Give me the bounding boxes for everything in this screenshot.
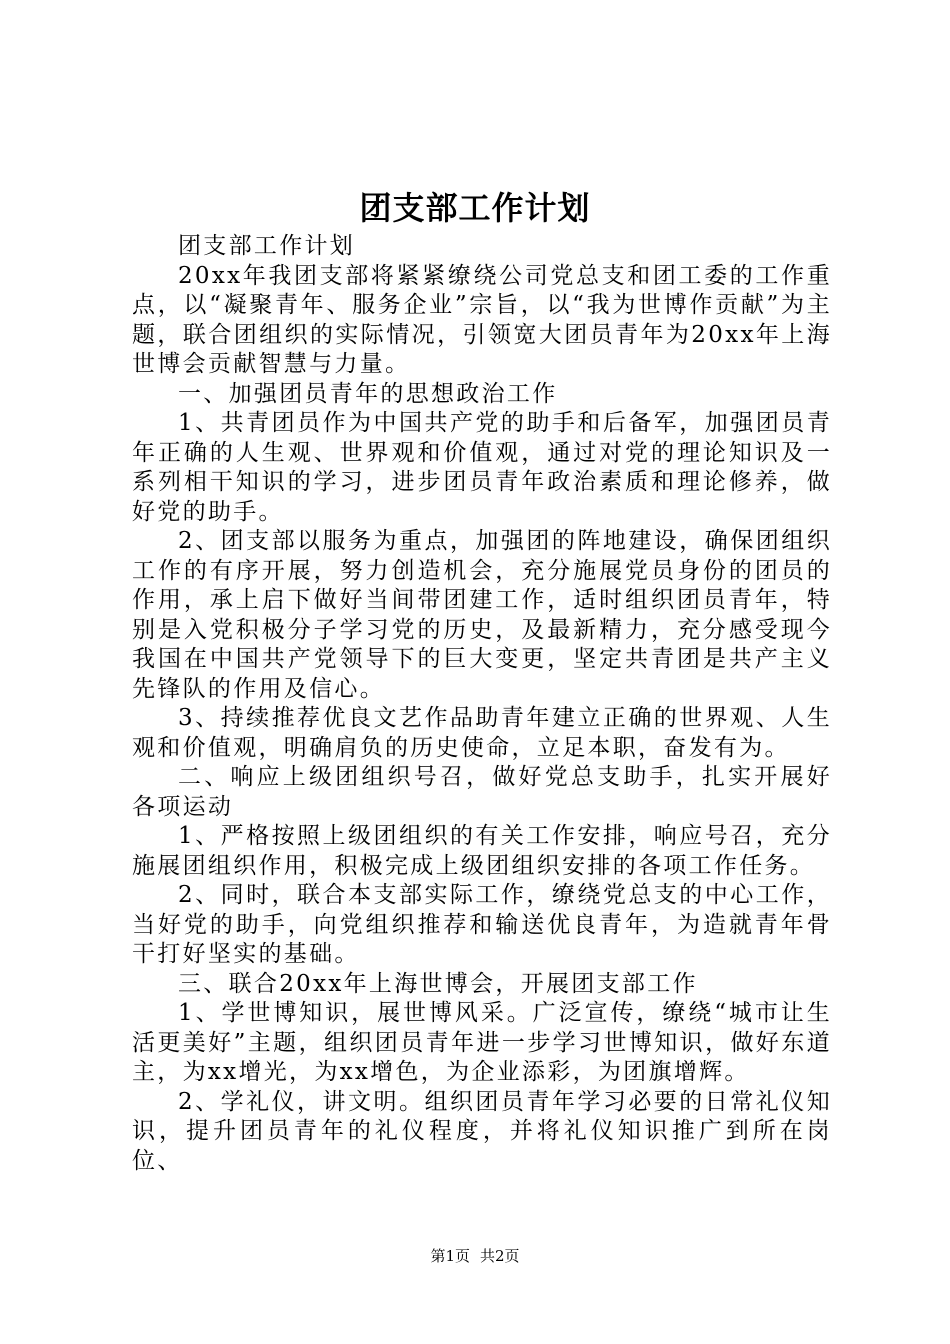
body-paragraph: 1、学世博知识，展世博风采。广泛宣传，缭绕“城市让生活更美好”主题，组织团员青年进一步学习世博知识，做好东道主，为xx增光，为xx增色，为企业添彩，为团旗增辉。 (132, 1000, 832, 1085)
body-paragraph: 1、严格按照上级团组织的有关工作安排，响应号召，充分施展团组织作用，积极完成上级团组织安排的各项工作任务。 (132, 823, 832, 879)
page-footer (0, 1246, 950, 1266)
document-subtitle-paragraph: 团支部工作计划 (178, 233, 356, 259)
intro-paragraph: 20xx年我团支部将紧紧缭绕公司党总支和团工委的工作重点，以“凝聚青年、服务企业”宗旨，以“我为世博作贡献”为主题，联合团组织的实际情况，引领宽大团员青年为20xx年上海世博会贡献智慧与力量。 (132, 262, 832, 377)
body-paragraph: 2、学礼仪，讲文明。组织团员青年学习必要的日常礼仪知识，提升团员青年的礼仪程度，并将礼仪知识推广到所在岗位、 (132, 1088, 832, 1174)
document-body (132, 232, 832, 1176)
body-paragraph: 2、同时，联合本支部实际工作，缭绕党总支的中心工作，当好党的助手，向党组织推荐和输送优良青年，为造就青年骨干打好坚实的基础。 (132, 882, 832, 967)
section-heading-3: 三、联合20xx年上海世博会，开展团支部工作 (178, 970, 698, 997)
section-heading-1: 一、加强团员青年的思想政治工作 (178, 380, 558, 407)
page-title: 团支部工作计划 (359, 189, 591, 227)
body-paragraph: 1、共青团员作为中国共产党的助手和后备军，加强团员青年正确的人生观、世界观和价值观，通过对党的理论知识及一系列相干知识的学习，进步团员青年政治素质和理论修养，做好党的助手。 (132, 410, 832, 525)
body-paragraph: 3、持续推荐优良文艺作品助青年建立正确的世界观、人生观和价值观，明确肩负的历史使命，立足本职，奋发有为。 (132, 705, 832, 761)
body-paragraph: 2、团支部以服务为重点，加强团的阵地建设，确保团组织工作的有序开展，努力创造机会，充分施展党员身份的团员的作用，承上启下做好当间带团建工作，适时组织团员青年，特别是入党积极分子学习党的历史，及最新精力，充分感受现今我国在中国共产党领导下的巨大变更，坚定共青团是共产主义先锋队的作用及信心。 (132, 528, 832, 702)
section-heading-2: 二、响应上级团组织号召，做好党总支助手，扎实开展好各项运动 (132, 764, 832, 820)
page-number: 第1页 (430, 1247, 470, 1265)
page-total: 共2页 (480, 1247, 520, 1265)
